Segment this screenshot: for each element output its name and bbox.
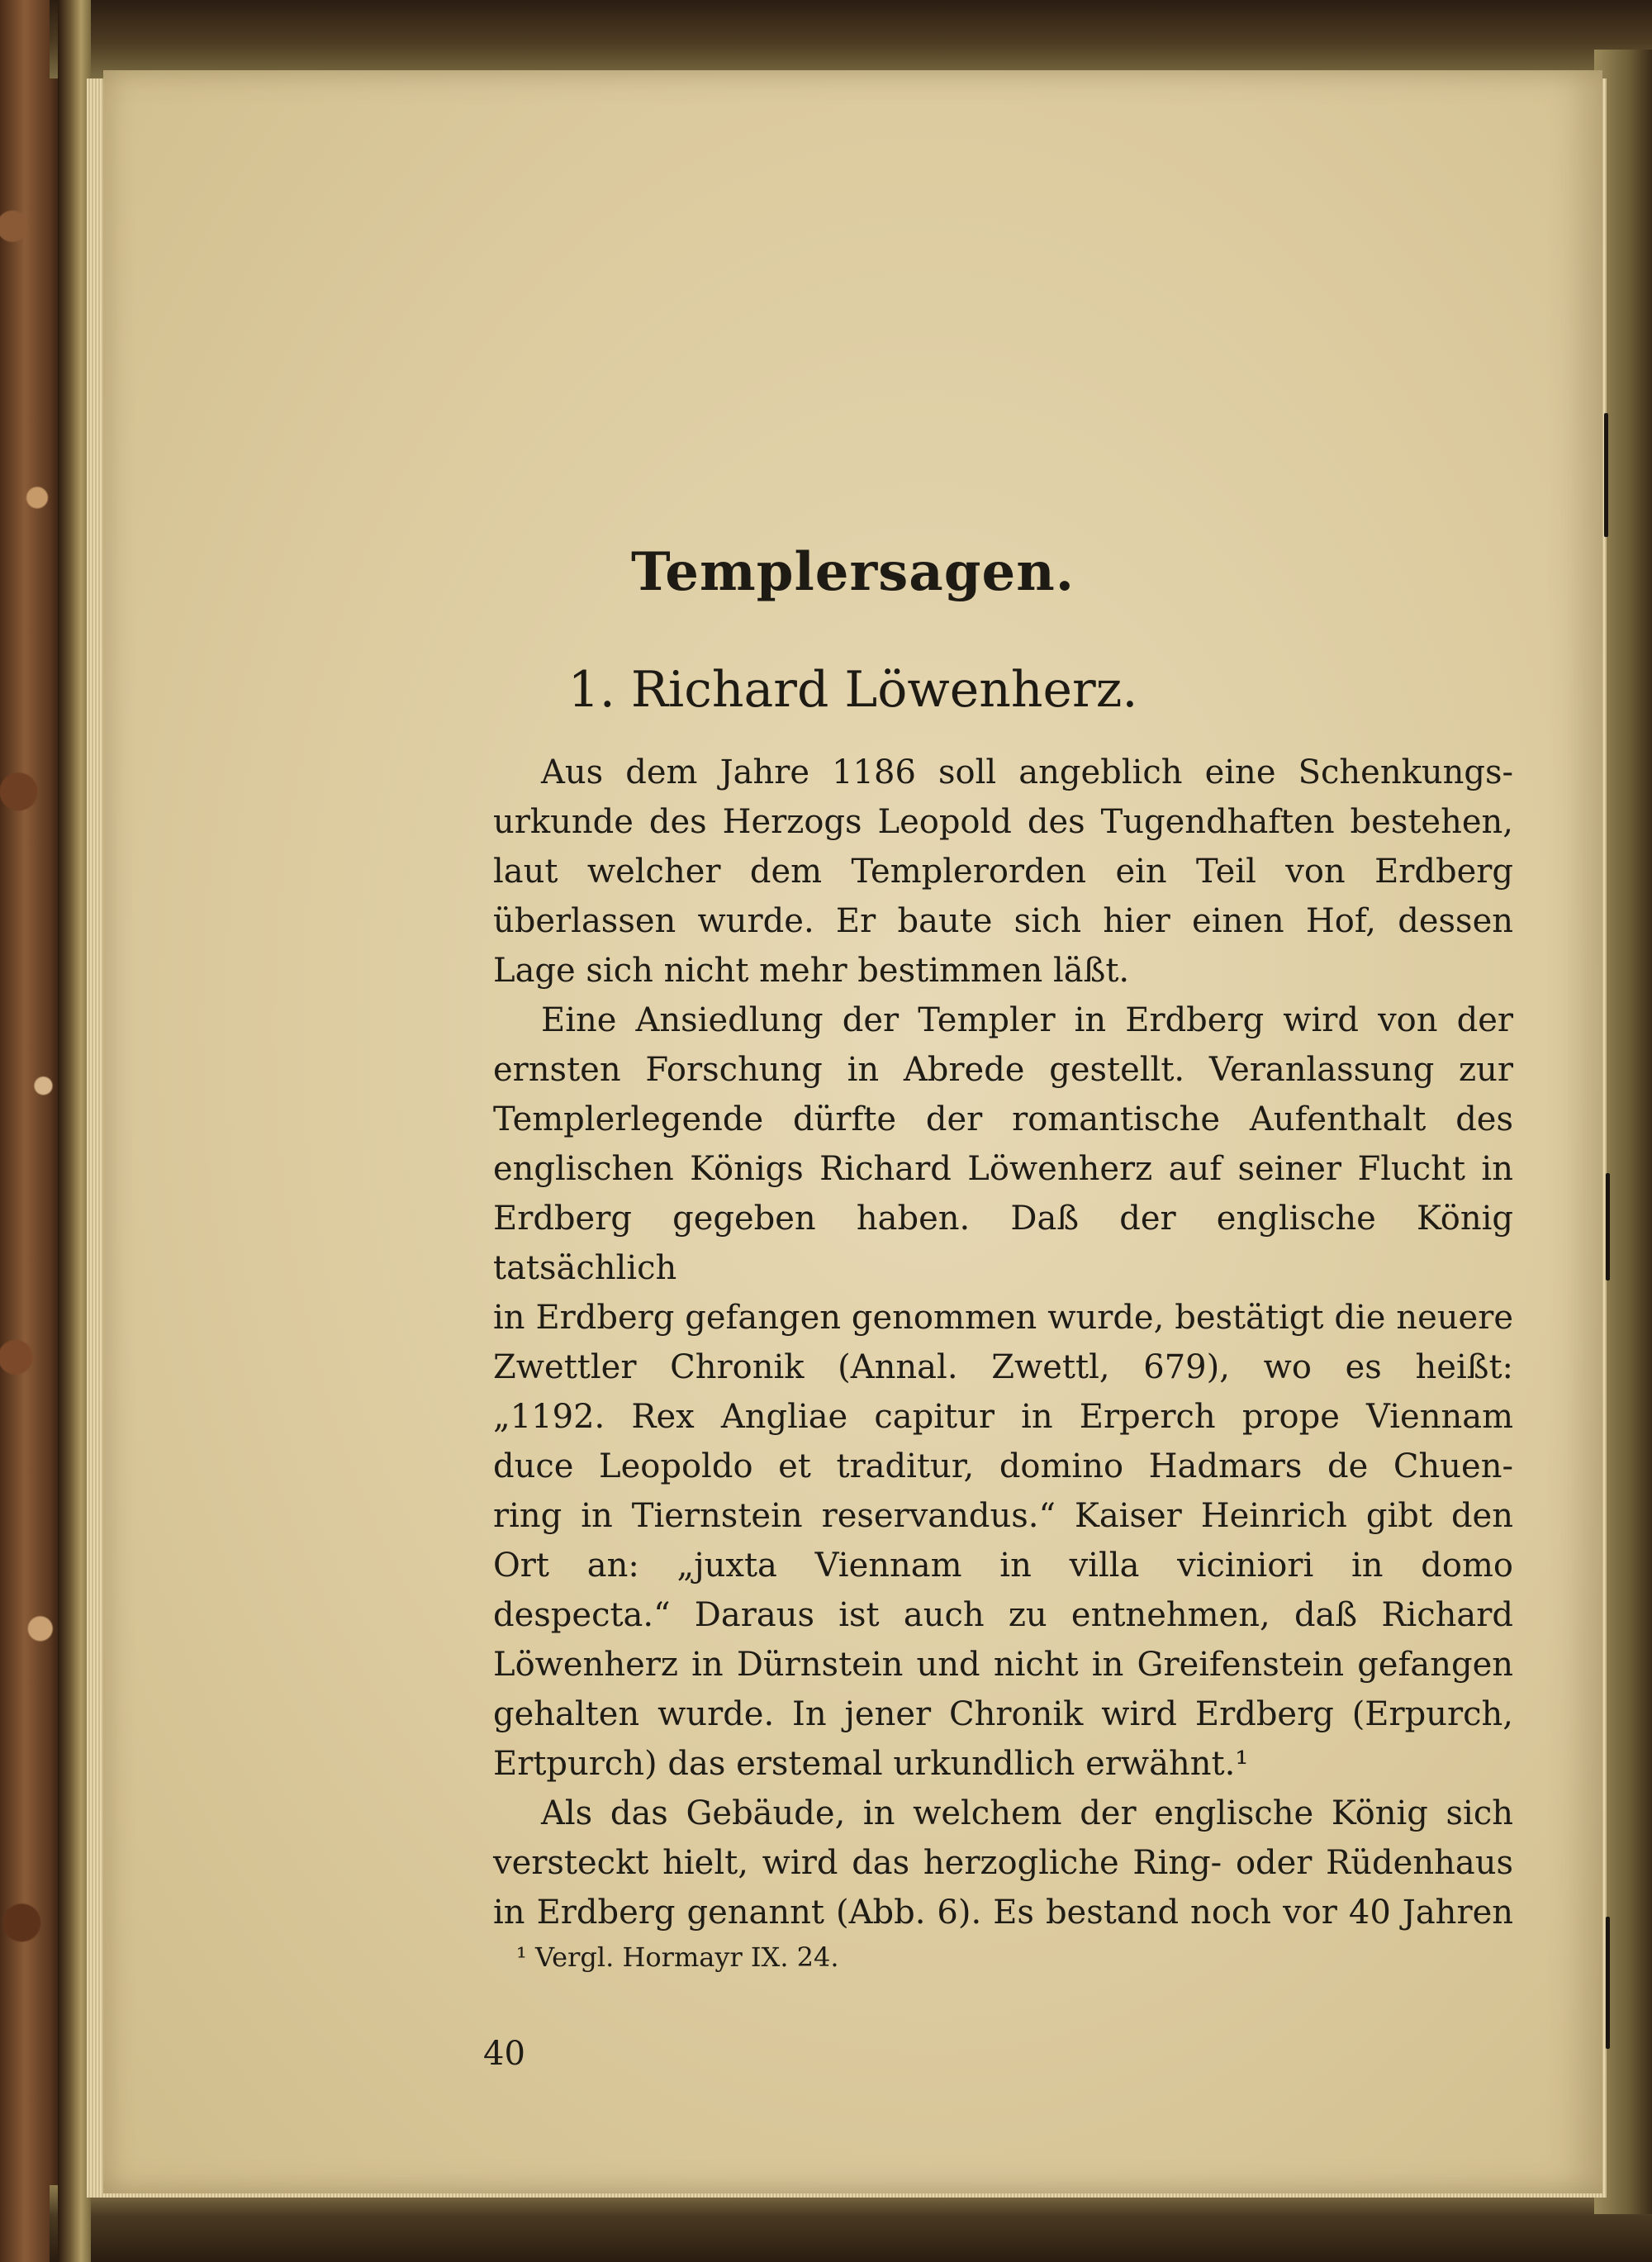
- text-line: laut welcher dem Templerorden ein Teil von Erdberg: [493, 853, 1513, 891]
- text-line: Als das Gebäude, in welchem der englische König sich: [541, 1794, 1513, 1832]
- page-edge-mark: [1604, 413, 1608, 537]
- text-line: in Erdberg gefangen genommen wurde, bestätigt die neuere: [493, 1299, 1513, 1337]
- text-line: Aus dem Jahre 1186 soll angeblich eine Schenkungs-: [541, 753, 1513, 791]
- text-line: Ertpurch) das erstemal urkundlich erwähnt.¹: [493, 1745, 1249, 1783]
- paragraph-1: [493, 748, 1513, 996]
- text-line: duce Leopoldo et traditur, domino Hadmars de Chuen-: [493, 1447, 1513, 1485]
- text-line: ernsten Forschung in Abrede gestellt. Veranlassung zur: [493, 1051, 1513, 1089]
- book-spine-edge: [58, 0, 91, 2262]
- text-line: Lage sich nicht mehr bestimmen läßt.: [493, 952, 1130, 990]
- text-line: versteckt hielt, wird das herzogliche Ring- oder Rüdenhaus: [493, 1844, 1513, 1882]
- book-cover-marbled: [0, 0, 62, 2262]
- text-line: despecta.“ Daraus ist auch zu entnehmen, daß Richard: [493, 1596, 1513, 1634]
- book-top-edge: [50, 0, 1652, 78]
- paragraph-3: [493, 1789, 1513, 1937]
- text-line: Ort an: „juxta Viennam in villa viciniori in domo: [493, 1547, 1513, 1585]
- text-line: Templerlegende dürfte der romantische Aufenthalt des: [493, 1100, 1513, 1138]
- footnote: ¹ Vergl. Hormayr IX. 24.: [516, 1941, 839, 1973]
- section-title: 1. Richard Löwenherz.: [567, 661, 1138, 719]
- paragraph-2: [493, 996, 1513, 1789]
- text-line: englischen Königs Richard Löwenherz auf seiner Flucht in: [493, 1150, 1513, 1188]
- text-line: „1192. Rex Angliae capitur in Erperch prope Viennam: [493, 1398, 1513, 1436]
- text-line: urkunde des Herzogs Leopold des Tugendhaften bestehen,: [493, 803, 1513, 841]
- text-line: ring in Tiernstein reservandus.“ Kaiser Heinrich gibt den: [493, 1497, 1513, 1535]
- chapter-title: Templersagen.: [631, 541, 1075, 603]
- text-line: in Erdberg genannt (Abb. 6). Es bestand noch vor 40 Jahren: [493, 1894, 1513, 1932]
- body-text: [493, 748, 1513, 1937]
- text-line: Löwenherz in Dürnstein und nicht in Greifenstein gefangen: [493, 1646, 1513, 1684]
- text-line: gehalten wurde. In jener Chronik wird Erdberg (Erpurch,: [493, 1695, 1513, 1733]
- page-edge-mark: [1606, 1173, 1610, 1281]
- text-line: Eine Ansiedlung der Templer in Erdberg wird von der: [541, 1001, 1513, 1039]
- book-page: [103, 70, 1602, 2193]
- text-line: überlassen wurde. Er baute sich hier einen Hof, dessen: [493, 902, 1513, 940]
- page-edge-mark: [1606, 1917, 1610, 2049]
- text-line: Erdberg gegeben haben. Daß der englische König tatsächlich: [493, 1200, 1513, 1287]
- text-line: Zwettler Chronik (Annal. Zwettl, 679), wo es heißt:: [493, 1348, 1513, 1386]
- page-number: 40: [483, 2035, 525, 2073]
